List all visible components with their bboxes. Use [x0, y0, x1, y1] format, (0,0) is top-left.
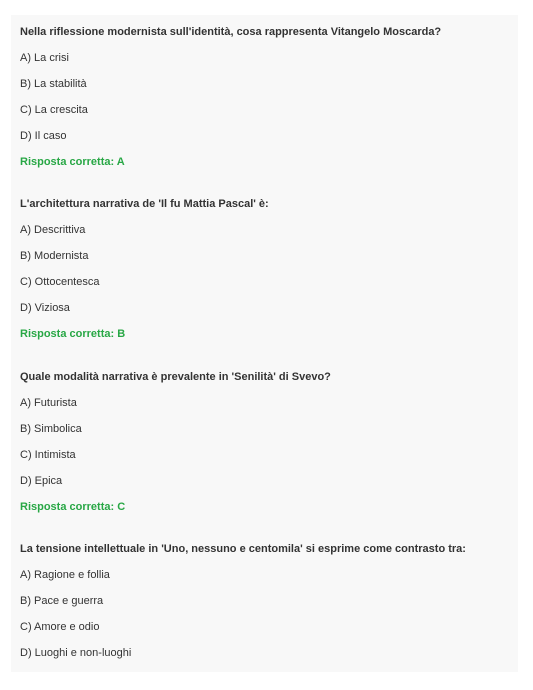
option-c: C) La crescita: [20, 104, 88, 116]
option-d: D) Viziosa: [20, 302, 70, 314]
option-a: A) Ragione e follia: [20, 569, 110, 581]
correct-answer: Risposta corretta: A: [20, 156, 125, 168]
option-d: D) Epica: [20, 475, 63, 487]
option-a: A) Futurista: [20, 397, 77, 409]
question-text: Quale modalità narrativa è prevalente in 'Senilità' di Svevo?: [20, 371, 331, 383]
option-c: C) Amore e odio: [20, 621, 100, 633]
option-b: B) Simbolica: [20, 423, 82, 435]
question-text: Nella riflessione modernista sull'identità, cosa rappresenta Vitangelo Moscarda?: [20, 26, 442, 38]
option-a: A) Descrittiva: [20, 224, 86, 236]
option-a: A) La crisi: [20, 52, 69, 64]
option-c: C) Ottocentesca: [20, 276, 100, 288]
option-d: D) Luoghi e non-luoghi: [20, 647, 132, 659]
option-b: B) La stabilità: [20, 78, 87, 90]
question-text: La tensione intellettuale in 'Uno, nessuno e centomila' si esprime come contrasto tra:: [20, 543, 466, 555]
option-b: B) Pace e guerra: [20, 595, 104, 607]
option-c: C) Intimista: [20, 449, 76, 461]
option-b: B) Modernista: [20, 250, 89, 262]
quiz-container: [11, 15, 518, 672]
correct-answer: Risposta corretta: B: [20, 328, 126, 340]
question-text: L'architettura narrativa de 'Il fu Mattia Pascal' è:: [20, 198, 269, 210]
correct-answer: Risposta corretta: C: [20, 501, 126, 513]
option-d: D) Il caso: [20, 130, 67, 142]
